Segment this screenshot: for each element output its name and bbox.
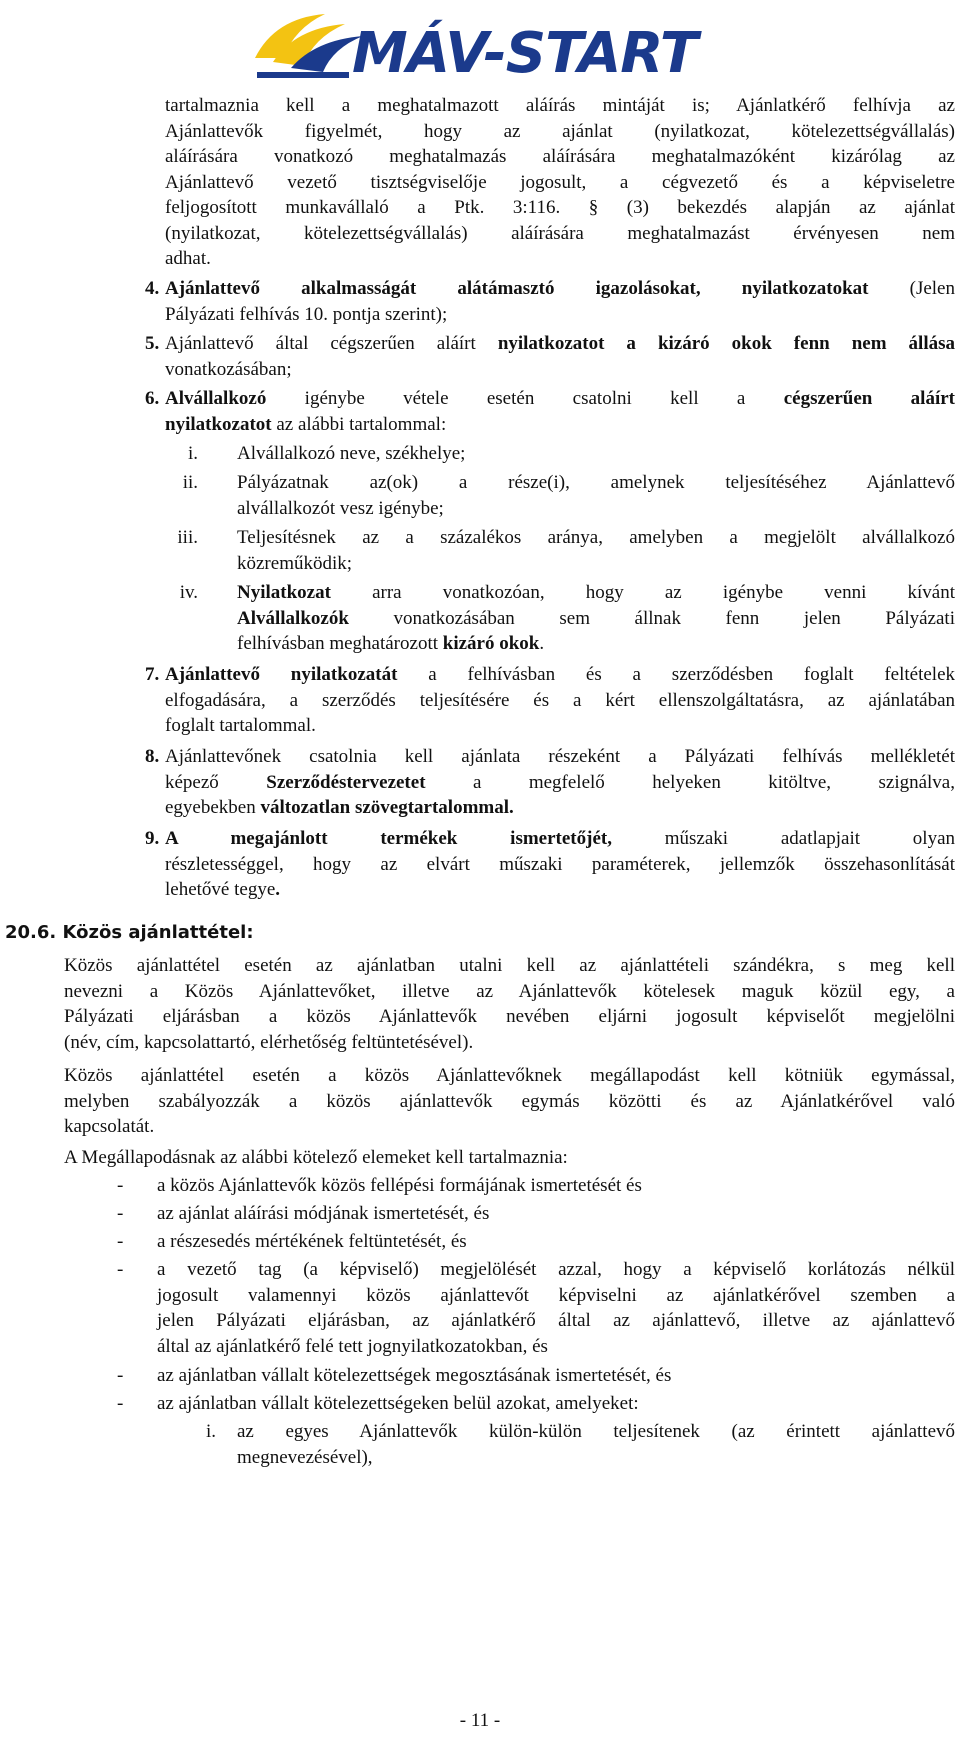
bullet-item: az ajánlat aláírási módjának ismertetését, és [157,1203,490,1224]
list-item-7: Ajánlattevő nyilatkozatát a felhívásban és a szerződésben foglalt feltételek elfogadására, a szerződés teljesítésére és a kért ellenszolgáltatásra, az ajánlatában foglalt tartalommal. [165,664,956,736]
sub-item-iii: Teljesítésnek az a százalékos aránya, amelyben a megjelölt alvállalkozó közreműködik; [237,527,955,574]
bullet-item: a közös Ajánlattevők közös fellépési formájának ismertetését és [157,1175,642,1196]
sub-item-i: Alvállalkozó neve, székhelye; [237,443,466,464]
section-heading: 20.6. Közös ajánlattétel: [5,922,254,943]
item-number: 4. [145,278,160,299]
sub-item-number: ii. [182,472,198,493]
bullet-item: a vezető tag (a képviselő) megjelölését azzal, hogy a képviselő korlátozás nélkül jogosult valamennyi közös ajánlattevőt képviselni az ajánlatkérővel szemben a jelen Pályázati eljárásban, az ajánlatkérő által az ajánlattevő, illetve az ajánlattevő által az ajánlatkérő felé tett jognyilatkozatokban, és [157,1259,955,1357]
item-number: 7. [145,664,160,685]
sub-item-number: iv. [179,582,198,603]
section-paragraph-2: Közös ajánlattétel esetén a közös Ajánlattevőknek megállapodást kell kötniük egymással, melyben szabályozzák a közös ajánlattevők egymás közötti és az Ajánlatkérővel való kapcsolatát. [64,1065,955,1137]
section-paragraph-3: A Megállapodásnak az alábbi kötelező elemeket kell tartalmaznia: [64,1147,568,1168]
sub-item-number: i. [187,443,198,464]
list-item-9: A megajánlott termékek ismertetőjét, műszaki adatlapjait olyan részletességgel, hogy az elvárt műszaki paraméterek, jellemzők összehasonlítását lehetővé tegye. [165,828,956,900]
bullet-dash: - [117,1393,124,1414]
bullet-dash: - [117,1203,124,1224]
list-item-8: Ajánlattevőnek csatolnia kell ajánlata részeként a Pályázati felhívás mellékletét képező Szerződéstervezetet a megfelelő helyeken kitöltve, szignálva, egyebekben változatlan szövegtartalommal. [165,746,955,818]
sub-item-number: iii. [177,527,198,548]
logo-text: MÁV-START [352,21,698,84]
intro-paragraph: tartalmaznia kell a meghatalmazott aláírás mintáját is; Ajánlatkérő felhívja az Ajánlattevők figyelmét, hogy az ajánlat (nyilatkozat, kötelezettségvállalás) aláírására vonatkozó meghatalmazás aláírására meghatalmazóként kizárólag az Ajánlattevő vezető tisztségviselője jogosult, a cégvezető és a képviseletre feljogosított munkavállaló a Ptk. 3:116. § (3) bekezdés alapján az ajánlat (nyilatkozat, kötelezettségvállalás) aláírására meghatalmazást érvényesen nem adhat. [165,95,955,269]
bullet-item: az ajánlatban vállalt kötelezettségeken belül azokat, amelyeket: [157,1393,639,1414]
bullet-dash: - [117,1175,124,1196]
page-number: - 11 - [459,1710,501,1731]
section-paragraph-1: Közös ajánlattétel esetén az ajánlatban utalni kell az ajánlattételi szándékra, s meg kell nevezni a Közös Ajánlattevőket, illetve az Ajánlattevők kötelesek maguk közül egy, a Pályázati eljárásban a közös Ajánlattevők nevében eljárni jogosult képviselőt megjelölni (név, cím, kapcsolattartó, elérhetőség feltüntetésével). [64,955,955,1053]
bullet-item: a részesedés mértékének feltüntetését, és [157,1231,467,1252]
bullet-item: az ajánlatban vállalt kötelezettségek megosztásának ismertetését, és [157,1365,672,1386]
mav-start-logo [0,6,960,84]
sub-item-number: i. [205,1421,216,1442]
item-number: 5. [145,333,160,354]
bullet-dash: - [117,1365,124,1386]
item-number: 8. [145,746,160,767]
logo-emblem [255,14,363,78]
list-item-4: Ajánlattevő alkalmasságát alátámasztó igazolásokat, nyilatkozatokat (Jelen Pályázati felhívás 10. pontja szerint); [165,278,955,325]
item-number: 6. [145,388,160,409]
list-item-6: Alvállalkozó igénybe vétele esetén csatolni kell a cégszerűen aláírt nyilatkozatot az alábbi tartalommal: [165,388,956,435]
sub-bullet-i: az egyes Ajánlattevők külön-külön teljesítenek (az érintett ajánlattevő megnevezésével), [237,1421,955,1468]
sub-item-iv: Nyilatkozat arra vonatkozóan, hogy az igénybe venni kívánt Alvállalkozók vonatkozásában sem állnak fenn jelen Pályázati felhívásban meghatározott kizáró okok. [237,582,955,654]
sub-item-ii: Pályázatnak az(ok) a része(i), amelynek teljesítéséhez Ajánlattevő alvállalkozót vesz igénybe; [237,472,955,519]
list-item-5: Ajánlattevő által cégszerűen aláírt nyilatkozatot a kizáró okok fenn nem állása vonatkozásában; [165,333,956,380]
bullet-dash: - [117,1231,124,1252]
item-number: 9. [145,828,160,849]
bullet-dash: - [117,1259,124,1280]
